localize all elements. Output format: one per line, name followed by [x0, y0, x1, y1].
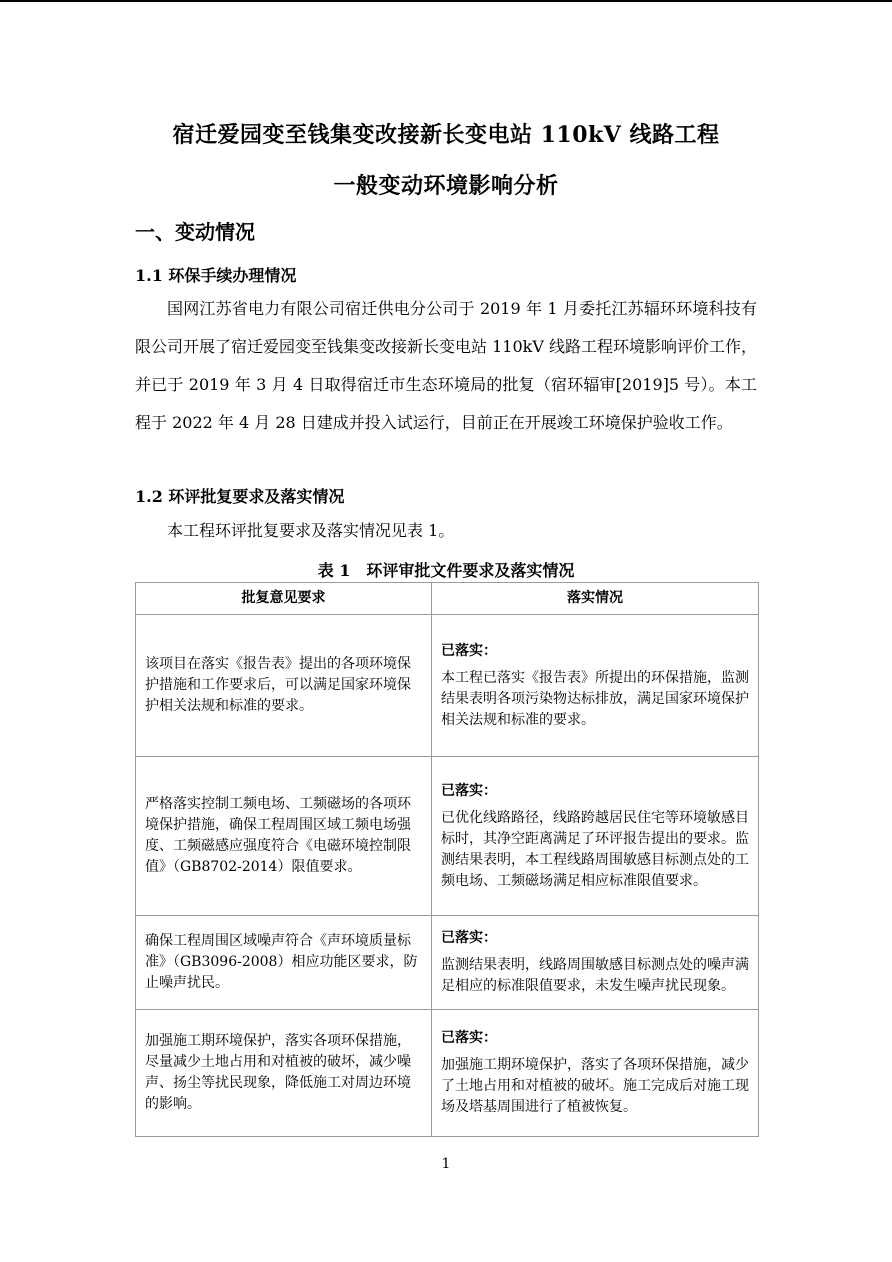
table-header-row: [136, 583, 759, 615]
table-caption: 表 1 环评审批文件要求及落实情况: [317, 561, 575, 580]
requirement-cell: 该项目在落实《报告表》提出的各项环境保护措施和工作要求后，可以满足国家环境保护相关法规和标准的要求。: [136, 615, 432, 757]
paragraph-table-intro-text: 本工程环评批复要求及落实情况见表 1。: [167, 521, 455, 540]
page-number: 1: [441, 1156, 451, 1172]
paragraph-table-intro: [135, 512, 757, 550]
requirements-table: [135, 582, 759, 1137]
paragraph-procedures-text: 国网江苏省电力有限公司宿迁供电分公司于 2019 年 1 月委托江苏辐环环境科技有限公司开展了宿迁爱园变至钱集变改接新长变电站 110kV 线路工程环境影响评价工作，并已于 2019 年 3 月 4 日取得宿迁市生态环境局的批复（宿环辐审[2019]5 号）。本工程于 2022 年 4 月 28 日建成并投入试运行，目前正在开展竣工环境保护验收工作。: [135, 299, 757, 432]
table-row: [136, 916, 759, 1010]
subsection-heading-1-2: 1.2 环评批复要求及落实情况: [135, 487, 345, 506]
status-cell: [432, 916, 759, 1010]
table-row: [136, 1010, 759, 1137]
status-label: 已落实：: [441, 930, 497, 946]
subsection-heading-1-1: 1.1 环保手续办理情况: [135, 266, 297, 285]
table-header-requirement: 批复意见要求: [136, 583, 432, 615]
status-cell: [432, 757, 759, 916]
top-border-line: [0, 0, 892, 2]
status-label: 已落实：: [441, 642, 497, 659]
status-detail: 本工程已落实《报告表》所提出的环保措施，监测结果表明各项污染物达标排放，满足国家环境保护相关法规和标准的要求。: [441, 669, 749, 728]
table-header-status: 落实情况: [432, 583, 759, 615]
status-detail: 已优化线路路径，线路跨越居民住宅等环境敏感目标时，其净空距离满足了环评报告提出的要求。监测结果表明，本工程线路周围敏感目标测点处的工频电场、工频磁场满足相应标准限值要求。: [441, 809, 749, 889]
requirement-cell: 严格落实控制工频电场、工频磁场的各项环境保护措施，确保工程周围区域工频电场强度、工频磁感应强度符合《电磁环境控制限值》（GB8702-2014）限值要求。: [136, 757, 432, 916]
table-row: [136, 615, 759, 757]
status-label: 已落实：: [441, 1030, 497, 1046]
section-heading-changes: 一、变动情况: [135, 220, 255, 244]
document-title-line-2: 一般变动环境影响分析: [333, 173, 559, 199]
table-row: [136, 757, 759, 916]
document-title-line-1: 宿迁爱园变至钱集变改接新长变电站 110kV 线路工程: [172, 122, 720, 148]
paragraph-procedures: [135, 290, 757, 442]
requirement-cell: 加强施工期环境保护，落实各项环保措施，尽量减少土地占用和对植被的破坏，减少噪声、扬尘等扰民现象，降低施工对周边环境的影响。: [136, 1010, 432, 1137]
status-cell: [432, 1010, 759, 1137]
status-cell: [432, 615, 759, 757]
status-label: 已落实：: [441, 782, 497, 799]
status-detail: 监测结果表明，线路周围敏感目标测点处的噪声满足相应的标准限值要求，未发生噪声扰民现象。: [441, 957, 749, 994]
status-detail: 加强施工期环境保护，落实了各项环保措施，减少了土地占用和对植被的破坏。施工完成后对施工现场及塔基周围进行了植被恢复。: [441, 1057, 749, 1115]
requirement-cell: 确保工程周围区域噪声符合《声环境质量标准》（GB3096-2008）相应功能区要求，防止噪声扰民。: [136, 916, 432, 1010]
